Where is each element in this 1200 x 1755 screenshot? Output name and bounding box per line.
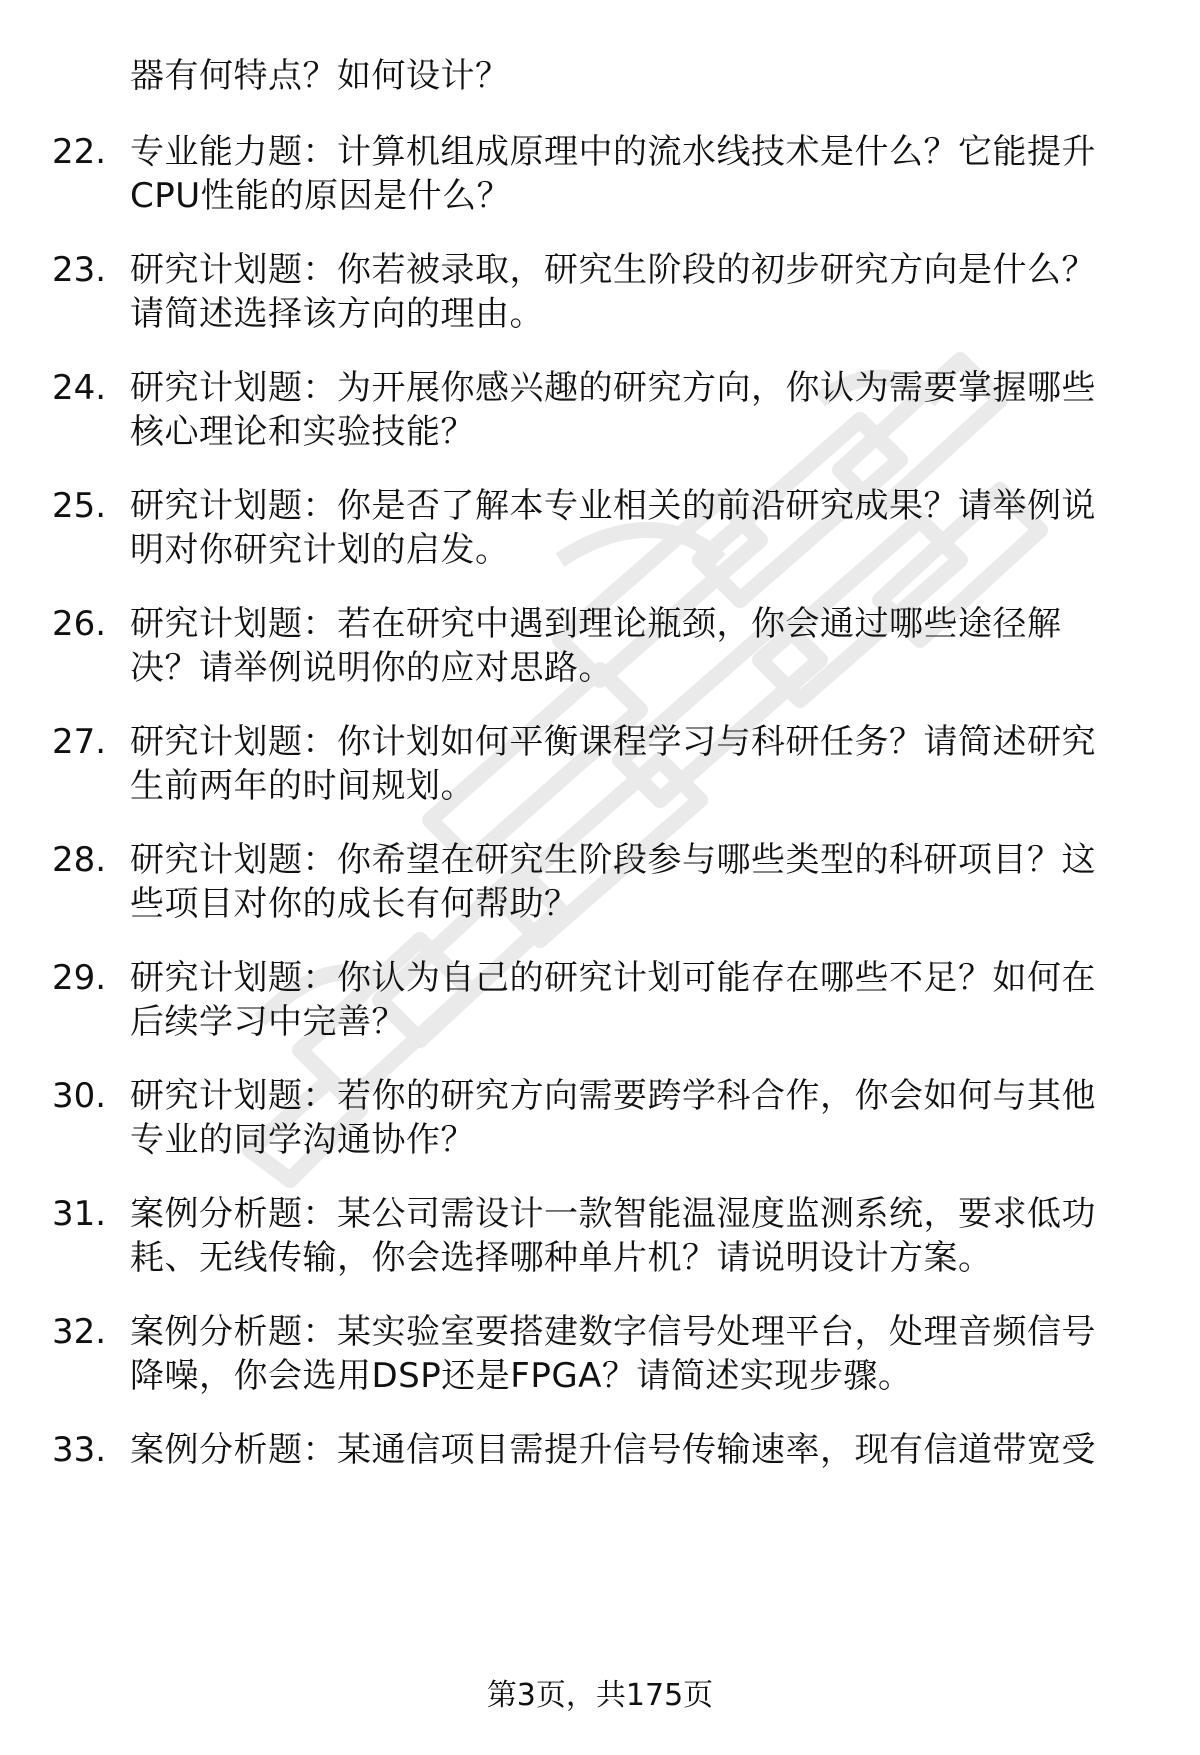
item-text-line: 生前两年的时间规划。 — [130, 766, 475, 806]
item-text-line: 案例分析题：某公司需设计一款智能温湿度监测系统，要求低功 — [130, 1194, 1096, 1234]
item-text-line: 研究计划题：你若被录取，研究生阶段的初步研究方向是什么？ — [130, 250, 1096, 290]
item-text-line: 些项目对你的成长有何帮助？ — [130, 884, 579, 924]
item-text-line: 研究计划题：你计划如何平衡课程学习与科研任务？请简述研究 — [130, 722, 1096, 762]
item-text-line: 研究计划题：为开展你感兴趣的研究方向，你认为需要掌握哪些 — [130, 368, 1096, 408]
item-number: 26. — [52, 604, 107, 644]
item-text-line: 案例分析题：某实验室要搭建数字信号处理平台，处理音频信号 — [130, 1312, 1096, 1352]
item-text-line: 研究计划题：你希望在研究生阶段参与哪些类型的科研项目？这 — [130, 840, 1096, 880]
page-number-footer: 第3页，共175页 — [486, 1678, 714, 1713]
item-text-line: 决？请举例说明你的应对思路。 — [130, 648, 613, 688]
item-text-line: 器有何特点？如何设计？ — [130, 56, 510, 96]
item-number: 28. — [52, 840, 107, 880]
item-text-line: 研究计划题：你认为自己的研究计划可能存在哪些不足？如何在 — [130, 958, 1096, 998]
item-text-line: 降噪，你会选用DSP还是FPGA？请简述实现步骤。 — [130, 1356, 913, 1396]
item-number: 31. — [52, 1194, 107, 1234]
item-number: 22. — [52, 132, 107, 172]
item-text-line: 耗、无线传输，你会选择哪种单片机？请说明设计方案。 — [130, 1238, 993, 1278]
item-number: 25. — [52, 486, 107, 526]
item-number: 24. — [52, 368, 107, 408]
item-text-line: 核心理论和实验技能？ — [130, 412, 475, 452]
item-number: 30. — [52, 1076, 107, 1116]
item-text-line: 后续学习中完善？ — [130, 1002, 406, 1042]
item-number: 23. — [52, 250, 107, 290]
item-text-line: CPU性能的原因是什么？ — [130, 176, 512, 216]
item-text-line: 请简述选择该方向的理由。 — [130, 294, 544, 334]
item-text-line: 研究计划题：若在研究中遇到理论瓶颈，你会通过哪些途径解 — [130, 604, 1062, 644]
item-number: 27. — [52, 722, 107, 762]
item-text-line: 专业能力题：计算机组成原理中的流水线技术是什么？它能提升 — [130, 132, 1096, 172]
item-text-line: 案例分析题：某通信项目需提升信号传输速率，现有信道带宽受 — [130, 1430, 1096, 1470]
item-text-line: 专业的同学沟通协作？ — [130, 1120, 475, 1160]
item-text-line: 明对你研究计划的启发。 — [130, 530, 510, 570]
item-number: 29. — [52, 958, 107, 998]
item-text-line: 研究计划题：你是否了解本专业相关的前沿研究成果？请举例说 — [130, 486, 1096, 526]
item-text-line: 研究计划题：若你的研究方向需要跨学科合作，你会如何与其他 — [130, 1076, 1096, 1116]
item-number: 32. — [52, 1312, 107, 1352]
item-number: 33. — [52, 1430, 107, 1470]
